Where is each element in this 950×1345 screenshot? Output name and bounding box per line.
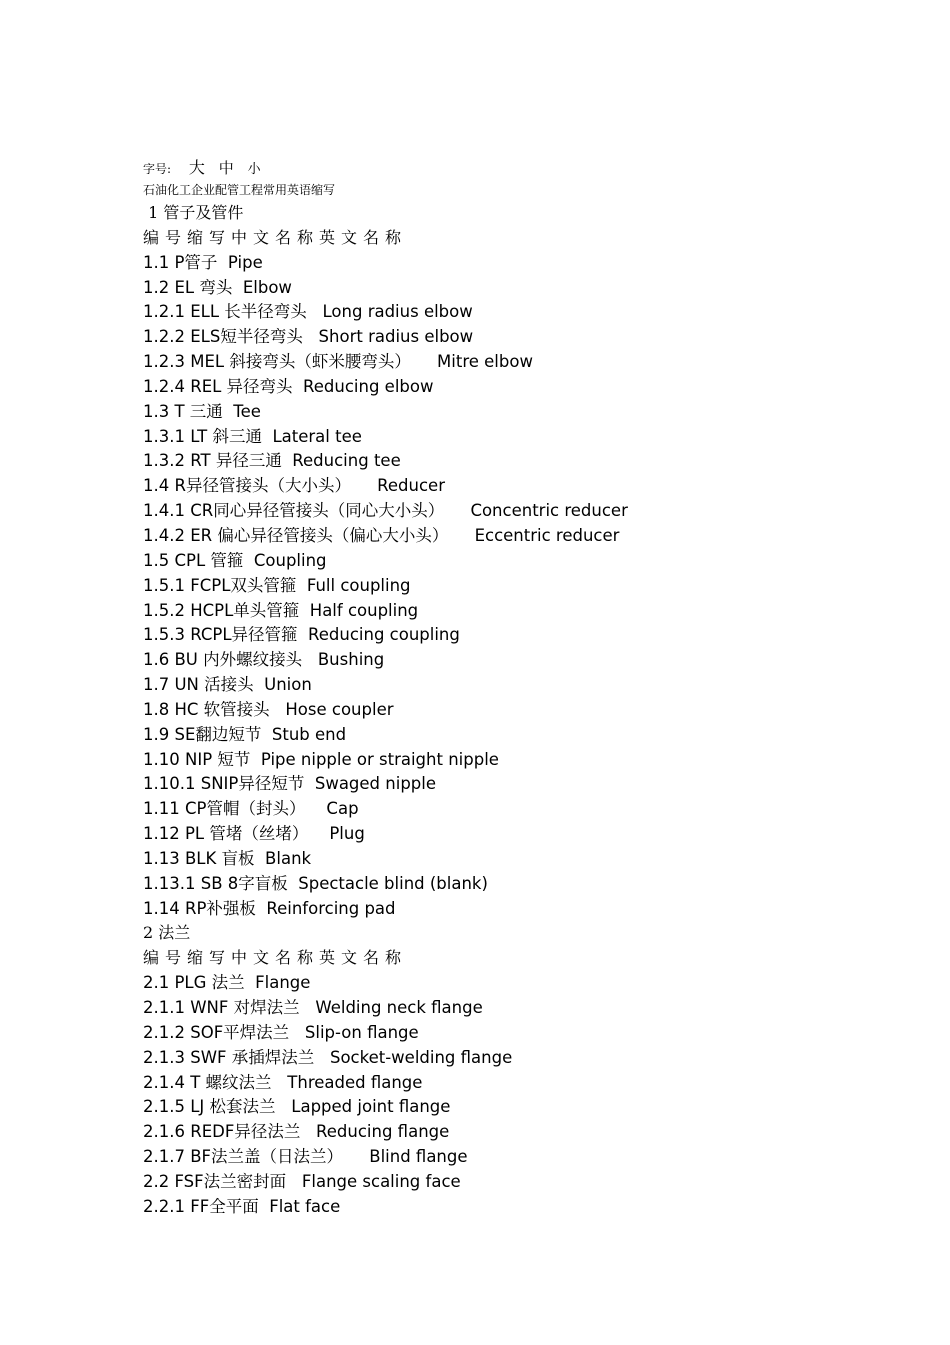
abbreviation-entry: 1.4 R异径管接头（大小头） Reducer (143, 476, 445, 496)
abbreviation-entry: 2.1.3 SWF 承插焊法兰 Socket-welding flange (143, 1047, 513, 1067)
section-heading: 2 法兰 (143, 923, 191, 943)
abbreviation-entry: 1.4.1 CR同心异径管接头（同心大小头） Concentric reducer (143, 501, 628, 521)
abbreviation-entry: 1.6 BU 内外螺纹接头 Bushing (143, 650, 385, 670)
abbreviation-entry: 1.5 CPL 管箍 Coupling (143, 550, 327, 570)
abbreviation-entry: 1.7 UN 活接头 Union (143, 675, 312, 695)
font-size-label: 字号: (143, 162, 172, 176)
font-size-medium-link[interactable]: 中 (218, 159, 234, 177)
font-size-large-link[interactable]: 大 (188, 158, 205, 177)
abbreviation-entry: 2.1.4 T 螺纹法兰 Threaded flange (143, 1072, 423, 1092)
abbreviation-entry: 1.2.1 ELL 长半径弯头 Long radius elbow (143, 302, 473, 322)
abbreviation-entry: 1.14 RP补强板 Reinforcing pad (143, 898, 396, 918)
section-heading: 1 管子及管件 (143, 203, 244, 222)
table-header: 编号缩写中文名称英文名称 (143, 948, 408, 968)
abbreviation-entry: 1.10 NIP 短节 Pipe nipple or straight nipple (143, 749, 499, 769)
abbreviation-entry: 2.1.5 LJ 松套法兰 Lapped joint flange (143, 1097, 451, 1117)
abbreviation-entry: 1.4.2 ER 偏心异径管接头（偏心大小头） Eccentric reducer (143, 525, 620, 545)
abbreviation-list (143, 201, 903, 1220)
abbreviation-entry: 2.1 PLG 法兰 Flange (143, 973, 311, 993)
abbreviation-entry: 1.13 BLK 盲板 Blank (143, 848, 312, 868)
abbreviation-entry: 1.2.4 REL 异径弯头 Reducing elbow (143, 376, 434, 396)
abbreviation-entry: 2.1.6 REDF异径法兰 Reducing flange (143, 1122, 450, 1142)
abbreviation-entry: 1.2 EL 弯头 Elbow (143, 277, 292, 297)
abbreviation-entry: 1.1 P管子 Pipe (143, 252, 263, 272)
abbreviation-entry: 1.12 PL 管堵（丝堵） Plug (143, 824, 365, 844)
abbreviation-entry: 2.1.2 SOF平焊法兰 Slip-on flange (143, 1022, 419, 1042)
abbreviation-entry: 2.1.7 BF法兰盖（日法兰） Blind flange (143, 1147, 468, 1167)
abbreviation-entry: 2.2 FSF法兰密封面 Flange scaling face (143, 1171, 461, 1191)
abbreviation-entry: 1.5.2 HCPL单头管箍 Half coupling (143, 600, 419, 620)
abbreviation-entry: 1.3.2 RT 异径三通 Reducing tee (143, 451, 401, 471)
abbreviation-entry: 1.13.1 SB 8字盲板 Spectacle blind (blank) (143, 873, 488, 893)
abbreviation-entry: 1.2.2 ELS短半径弯头 Short radius elbow (143, 327, 474, 347)
document-title: 石油化工企业配管工程常用英语缩写 (143, 183, 336, 197)
abbreviation-entry: 1.9 SE翻边短节 Stub end (143, 724, 347, 744)
abbreviation-entry: 1.10.1 SNIP异径短节 Swaged nipple (143, 774, 436, 794)
abbreviation-entry: 1.5.3 RCPL异径管箍 Reducing coupling (143, 625, 460, 645)
font-size-small-link[interactable]: 小 (247, 162, 261, 177)
abbreviation-entry: 2.2.1 FF全平面 Flat face (143, 1196, 341, 1216)
table-header: 编号缩写中文名称英文名称 (143, 227, 408, 247)
font-size-selector (143, 157, 903, 179)
document-page (143, 157, 903, 1220)
abbreviation-entry: 1.3 T 三通 Tee (143, 401, 261, 421)
abbreviation-entry: 2.1.1 WNF 对焊法兰 Welding neck flange (143, 998, 483, 1017)
abbreviation-entry: 1.5.1 FCPL双头管箍 Full coupling (143, 575, 411, 595)
abbreviation-entry: 1.8 HC 软管接头 Hose coupler (143, 699, 394, 719)
abbreviation-entry: 1.2.3 MEL 斜接弯头（虾米腰弯头） Mitre elbow (143, 352, 533, 372)
abbreviation-entry: 1.3.1 LT 斜三通 Lateral tee (143, 426, 362, 446)
abbreviation-entry: 1.11 CP管帽（封头） Cap (143, 799, 359, 819)
